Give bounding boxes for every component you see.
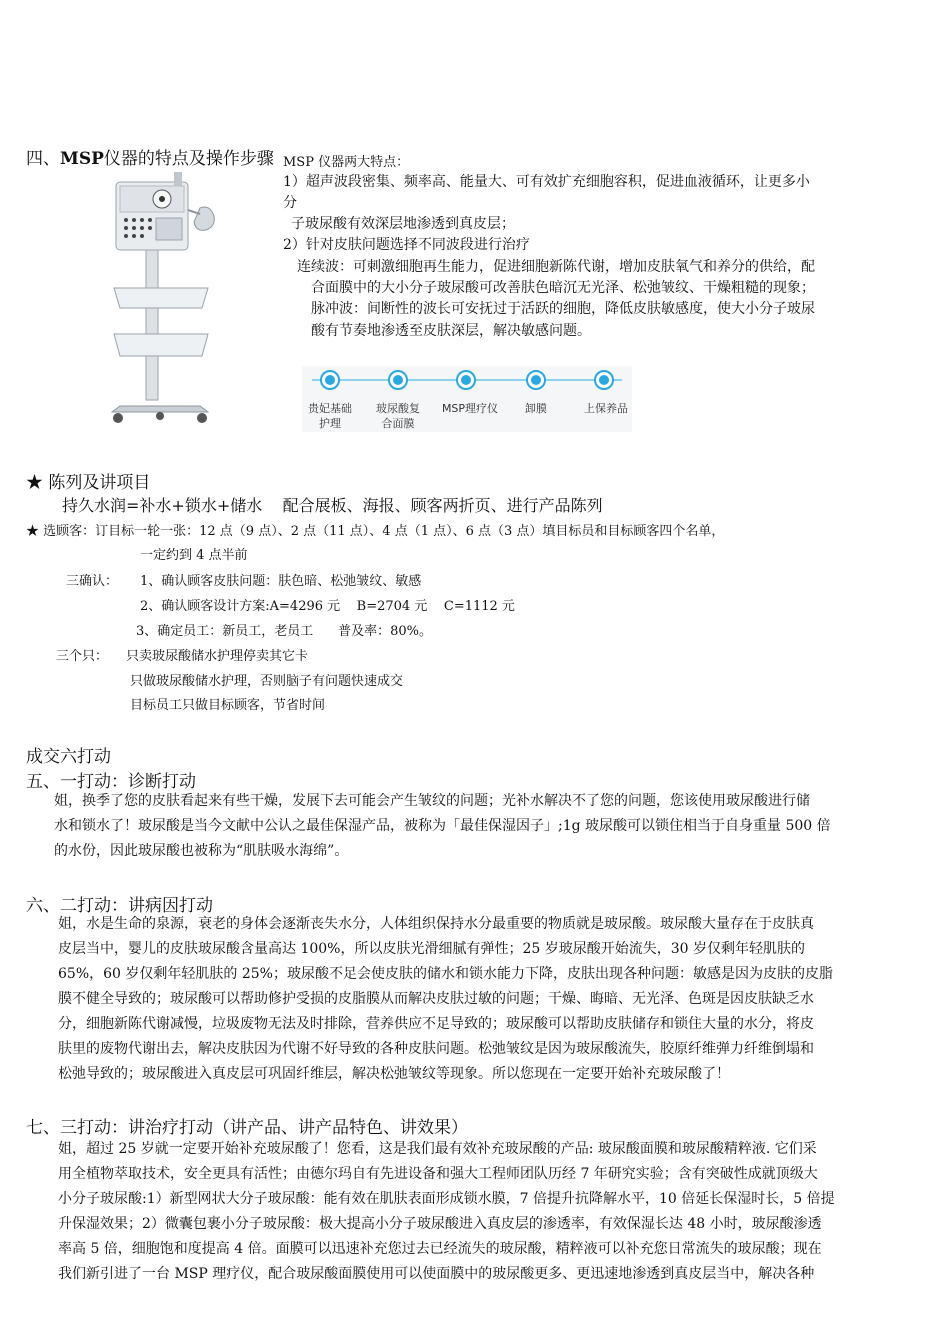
section6-line: 松弛导致的；玻尿酸进入真皮层可巩固纤维层，解决松弛皱纹等现象。所以您现在一定要开始补充玻尿酸了！: [58, 1066, 730, 1082]
only-item-1: 只卖玻尿酸储水护理停卖其它卡: [126, 649, 309, 664]
section7-line: 率高 5 倍，细胞饱和度提高 4 倍。面膜可以迅速补充您过去已经流失的玻尿酸，精粹液可以补充您日常流失的玻尿酸；现在: [58, 1241, 822, 1257]
section5-line: 姐，换季了您的皮肤看起来有些干燥，发展下去可能会产生皱纹的问题；光补水解决不了您的问题，您该使用玻尿酸进行储: [54, 793, 810, 809]
customer-line-2: 一定约到 4 点半前: [140, 548, 248, 563]
step-label-2: 玻尿酸复: [376, 402, 420, 415]
only-item-2: 只做玻尿酸储水护理，否则脑子有问题快速成交: [130, 674, 404, 689]
feature-1-line-1: 1）超声波段密集、频率高、能量大、可有效扩充细胞容积，促进血液循环，让更多小: [283, 174, 810, 190]
msp-machine-image: [90, 170, 232, 432]
step-dot: [321, 371, 339, 389]
section7-line: 我们新引进了一台 MSP 理疗仪，配合玻尿酸面膜使用可以使面膜中的玻尿酸更多、更迅速地渗透到真皮层当中，解决各种: [58, 1266, 815, 1282]
three-only-title: 三个只：: [56, 649, 109, 664]
step-label-1: 贵妃基础: [308, 402, 352, 415]
feature-2-title: 2）针对皮肤问题选择不同波段进行治疗: [283, 237, 530, 253]
section4-title: 四、MSP仪器的特点及操作步骤: [26, 149, 274, 169]
customer-line-1: ★ 选顾客：订目标一轮一张：12 点（9 点）、2 点（11 点）、4 点（1 点）、6 点（3 点）填目标员和目标顾客四个名单，: [26, 524, 725, 539]
section6-line: 姐，水是生命的泉源，衰老的身体会逐渐丧失水分，人体组织保持水分最重要的物质就是玻尿酸。玻尿酸大量存在于皮肤真: [58, 916, 814, 932]
section6-line: 皮层当中，婴儿的皮肤玻尿酸含量高达 100%，所以皮肤光滑细腻有弹性；25 岁玻尿酸开始流失，30 岁仅剩年轻肌肤的: [58, 941, 806, 957]
feature-2-line-4: 酸有节奏地渗透至皮肤深层，解决敏感问题。: [311, 323, 591, 339]
feature-1-line-3: 子玻尿酸有效深层地渗透到真皮层；: [291, 216, 515, 232]
section6-title: 六、二打动：讲病因打动: [26, 896, 213, 916]
step-dot: [527, 371, 545, 389]
section5-line: 水和锁水了！玻尿酸是当今文献中公认之最佳保湿产品，被称为「最佳保湿因子」;1g 玻尿酸可以锁住相当于自身重量 500 倍: [54, 818, 831, 834]
section6-line: 肤里的废物代谢出去，解决皮肤因为代谢不好导致的各种皮肤问题。松弛皱纹是因为玻尿酸流失，胶原纤维弹力纤维倒塌和: [58, 1041, 814, 1057]
step-label-4: 卸膜: [525, 402, 547, 415]
only-item-3: 目标员工只做目标顾客，节省时间: [130, 698, 326, 713]
confirm-item-3: 3、确定员工：新员工，老员工 普及率：80%。: [136, 624, 432, 639]
display-line-1: 持久水润=补水+锁水+储水 配合展板、海报、顾客两折页、进行产品陈列: [62, 496, 603, 515]
section6-line: 膜不健全导致的；玻尿酸可以帮助修护受损的皮脂膜从而解决皮肤过敏的问题；干燥、晦暗、无光泽、色斑是因皮肤缺乏水: [58, 991, 814, 1007]
step-dot: [389, 371, 407, 389]
step-label-1b: 护理: [319, 417, 341, 430]
display-title: ★ 陈列及讲项目: [26, 473, 151, 493]
section6-paragraph: [58, 912, 833, 1087]
confirm-title: 三确认：: [66, 574, 119, 589]
confirm-item-2: 2、确认顾客设计方案:A=4296 元 B=2704 元 C=1112 元: [140, 599, 515, 614]
features-title: MSP 仪器两大特点：: [283, 155, 410, 170]
section6-line: 65%，60 岁仅剩年轻肌肤的 25%；玻尿酸不足会使皮肤的储水和锁水能力下降，皮肤出现各种问题：敏感是因为皮肤的皮脂: [58, 966, 833, 982]
section7-paragraph: [58, 1137, 835, 1287]
feature-2-line-2: 合面膜中的大小分子玻尿酸可改善肤色暗沉无光泽、松弛皱纹、干燥粗糙的现象；: [311, 280, 815, 296]
section5-title: 五、一打动：诊断打动: [26, 772, 196, 792]
section7-line: 用全植物萃取技术，安全更具有活性；由德尔玛自有先进设备和强大工程师团队历经 7 年研究实验；含有突破性成就顶级大: [58, 1166, 818, 1182]
confirm-item-1: 1、确认顾客皮肤问题：肤色暗、松弛皱纹、敏感: [140, 574, 422, 589]
section7-line: 姐，超过 25 岁就一定要开始补充玻尿酸了！您看，这是我们最有效补充玻尿酸的产品: 玻尿酸面膜和玻尿酸精粹液. 它们采: [58, 1141, 817, 1157]
feature-2-line-1: 连续波：可刺激细胞再生能力，促进细胞新陈代谢，增加皮肤氧气和养分的供给，配: [297, 259, 815, 275]
process-steps-diagram: [302, 366, 632, 432]
section7-line: 升保湿效果；2）微囊包裹小分子玻尿酸：极大提高小分子玻尿酸进入真皮层的渗透率，有效保湿长达 48 小时，玻尿酸渗透: [58, 1216, 822, 1232]
step-dot: [457, 371, 475, 389]
step-label-2b: 合面膜: [381, 417, 415, 430]
section7-title: 七、三打动：讲治疗打动（讲产品、讲产品特色、讲效果）: [26, 1118, 468, 1138]
feature-2-line-3: 脉冲波：间断性的波长可安抚过于活跃的细胞，降低皮肤敏感度，使大小分子玻尿: [311, 301, 815, 317]
section5-line: 的水份，因此玻尿酸也被称为“肌肤吸水海绵”。: [54, 843, 349, 859]
step-dot: [595, 371, 613, 389]
section5-paragraph: [54, 789, 831, 864]
deal-title: 成交六打动: [26, 747, 111, 767]
section7-line: 小分子玻尿酸:1）新型网状大分子玻尿酸：能有效在肌肤表面形成锁水膜，7 倍提升抗降解水平，10 倍延长保湿时长，5 倍提: [58, 1191, 835, 1207]
step-label-3: MSP理疗仪: [441, 402, 499, 415]
section6-line: 分，细胞新陈代谢减慢，垃圾废物无法及时排除，营养供应不足导致的；玻尿酸可以帮助皮肤储存和锁住大量的水分，将皮: [58, 1016, 814, 1032]
feature-1-line-2: 分: [283, 195, 297, 211]
step-label-5: 上保养品: [584, 402, 628, 415]
